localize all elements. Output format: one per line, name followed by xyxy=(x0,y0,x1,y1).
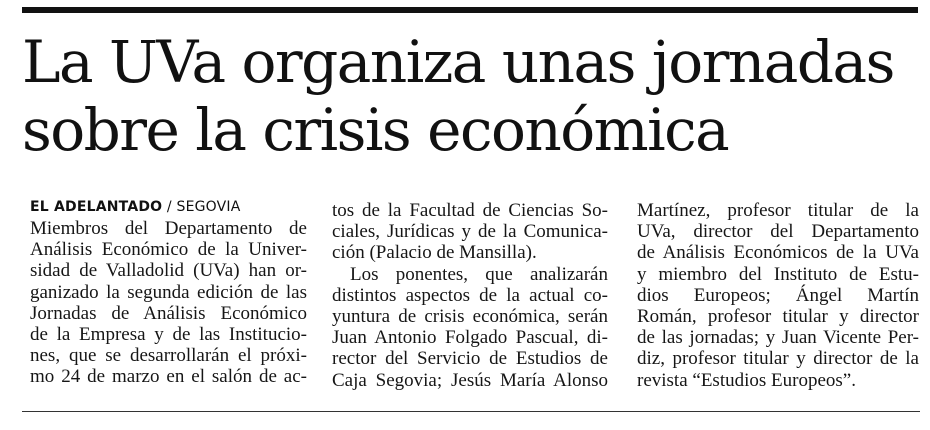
byline-location: SEGOVIA xyxy=(176,199,241,215)
headline-line-1: La UVa organiza unas jornadas xyxy=(22,28,894,96)
byline xyxy=(30,197,307,218)
byline-source: EL ADELANTADO xyxy=(30,199,163,215)
text-line: Román, profesor titular y director xyxy=(637,306,919,328)
text-line: distintos aspectos de la actual co- xyxy=(332,284,608,306)
text-line: dios Europeos; Ángel Martín xyxy=(637,284,919,306)
text-line: de las jornadas; y Juan Vicente Per- xyxy=(637,327,919,349)
text-line: mo 24 de marzo en el salón de ac- xyxy=(30,366,307,388)
text-line: yuntura de crisis económica, serán xyxy=(332,306,608,328)
text-line: de la Empresa y de las Institucio- xyxy=(30,324,307,346)
text-line: Juan Antonio Folgado Pascual, di- xyxy=(332,327,608,349)
article-column-3 xyxy=(637,200,919,391)
text-line: sidad de Valladolid (UVa) han or- xyxy=(30,260,307,282)
headline-line-2: sobre la crisis económica xyxy=(22,96,729,164)
text-line: ganizado la segunda edición de las xyxy=(30,281,307,303)
text-line: Miembros del Departamento de xyxy=(30,218,307,239)
byline-separator: / xyxy=(162,199,177,215)
text-line: Caja Segovia; Jesús María Alonso xyxy=(332,369,608,391)
text-line: Jornadas de Análisis Económico xyxy=(30,302,307,324)
article-column-2 xyxy=(332,200,608,391)
text-line: de Análisis Económicos de la UVa xyxy=(637,242,919,264)
text-line: y miembro del Instituto de Estu- xyxy=(637,263,919,285)
article-column-1 xyxy=(30,197,307,388)
text-line: rector del Servicio de Estudios de xyxy=(332,348,608,370)
text-line: nes, que se desarrollarán el próxi- xyxy=(30,345,307,367)
text-line: tos de la Facultad de Ciencias So- xyxy=(332,200,608,221)
headline xyxy=(22,28,922,164)
top-rule xyxy=(22,7,918,13)
text-line: ciales, Jurídicas y de la Comunica- xyxy=(332,221,608,243)
text-line: diz, profesor titular y director de la xyxy=(637,348,919,370)
text-line: Martínez, profesor titular de la xyxy=(637,200,919,221)
text-line: Análisis Económico de la Univer- xyxy=(30,239,307,261)
bottom-rule xyxy=(22,411,920,412)
text-line: revista “Estudios Europeos”. xyxy=(637,369,856,391)
text-line: UVa, director del Departamento xyxy=(637,221,919,243)
text-line: ción (Palacio de Mansilla). xyxy=(332,242,537,264)
text-line: Los ponentes, que analizarán xyxy=(350,263,608,285)
